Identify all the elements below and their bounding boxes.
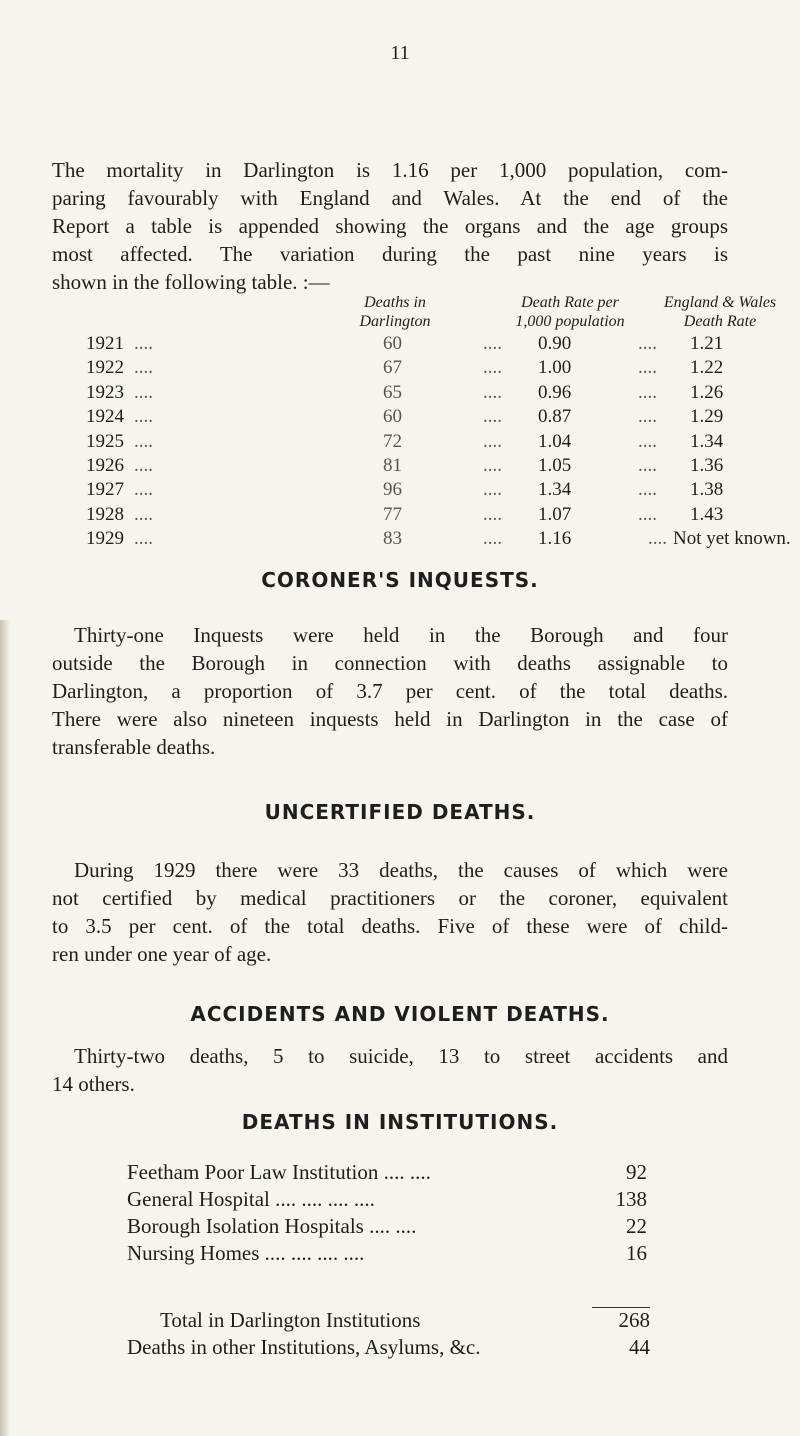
row-dots: .... [638,455,657,476]
row-dots: .... [638,430,657,452]
row-year: 1926 [86,455,124,476]
row-dots: .... [483,381,502,403]
row-year: 1922 [86,357,124,379]
page-number: 11 [390,42,410,64]
row-deaths: 96 [383,479,402,501]
uncertified-line: During 1929 there were 33 deaths, the causes of which were [74,858,728,882]
coroner-line: There were also nineteen inquests held in Darlington in the case of [52,707,728,731]
uncertified-line: to 3.5 per cent. of the total deaths. Five of these were of child- [52,914,728,938]
row-england: 1.26 [690,381,724,403]
row-dots: .... [134,479,153,501]
other-label: Deaths in other Institutions, Asylums, &c. [127,1335,481,1359]
row-england: 1.29 [690,406,724,428]
row-dots: .... [638,357,657,379]
row-dots: .... [483,455,502,476]
mortality-row [0,455,800,479]
mortality-row [0,357,800,381]
col-header-england: England & Wales Death Rate [663,294,777,330]
institution-name: Borough Isolation Hospitals .... .... [127,1214,417,1238]
row-deaths: 65 [383,381,402,403]
total-value: 268 [618,1308,650,1332]
row-rate: 0.96 [538,381,572,403]
row-england: 1.43 [690,503,724,525]
institution-row [127,1160,647,1187]
row-england: Not yet known. [673,528,791,550]
row-dots: .... [483,406,502,428]
row-deaths: 81 [383,455,402,476]
row-dots: .... [483,503,502,525]
coroner-line: Darlington, a proportion of 3.7 per cent. of the total deaths. [52,679,728,703]
row-dots: .... [638,503,657,525]
accidents-paragraph [52,1042,728,1098]
row-dots: .... [483,528,502,550]
mortality-row [0,382,800,406]
heading-coroner: CORONER'S INQUESTS. [261,568,539,592]
row-deaths: 60 [383,406,402,428]
row-dots: .... [483,479,502,501]
uncertified-line: not certified by medical practitioners or the coroner, equivalent [52,886,728,910]
row-dots: .... [134,406,153,428]
row-dots: .... [483,333,502,354]
mortality-row [0,528,800,552]
row-dots: .... [483,430,502,452]
row-deaths: 83 [383,528,402,550]
coroner-paragraph [52,621,728,761]
row-rate: 1.16 [538,528,572,550]
row-england: 1.22 [690,357,724,379]
institution-other-row [127,1335,650,1362]
uncertified-line: ren under one year of age. [52,942,272,966]
row-england: 1.34 [690,430,724,452]
mortality-row [0,431,800,455]
heading-institutions: DEATHS IN INSTITUTIONS. [241,1110,559,1134]
institution-row [127,1187,647,1214]
coroner-line: Thirty-one Inquests were held in the Borough and four [74,623,728,647]
institution-name: Feetham Poor Law Institution .... .... [127,1160,431,1184]
row-year: 1923 [86,381,124,403]
mortality-row [0,479,800,503]
heading-accidents: ACCIDENTS AND VIOLENT DEATHS. [190,1002,610,1026]
institution-name: General Hospital .... .... .... .... [127,1187,375,1211]
intro-line: shown in the following table. :— [52,270,330,294]
row-deaths: 72 [383,430,402,452]
row-england: 1.21 [690,333,724,354]
row-dots: .... [134,333,153,354]
institution-value: 22 [626,1214,647,1238]
row-year: 1925 [86,430,124,452]
institution-row [127,1214,647,1241]
institution-row [127,1241,647,1268]
row-dots: .... [134,528,153,550]
intro-line: The mortality in Darlington is 1.16 per 1,000 population, com- [52,158,728,182]
row-rate: 1.05 [538,455,572,476]
uncertified-paragraph [52,856,728,968]
row-dots: .... [134,455,153,476]
row-year: 1929 [86,528,124,550]
col-header-rate: Death Rate per 1,000 population [515,294,625,330]
row-deaths: 60 [383,333,402,354]
row-year: 1924 [86,406,124,428]
mortality-row [0,406,800,430]
accidents-line: Thirty-two deaths, 5 to suicide, 13 to street accidents and [74,1044,728,1068]
mortality-row [0,504,800,528]
row-year: 1927 [86,479,124,501]
row-england: 1.38 [690,479,724,501]
row-dots: .... [638,479,657,501]
institution-value: 138 [615,1187,647,1211]
row-dots: .... [638,333,657,354]
row-dots: .... [638,406,657,428]
row-dots: .... [134,357,153,379]
row-year: 1928 [86,503,124,525]
row-england: 1.36 [690,455,724,476]
coroner-line: outside the Borough in connection with deaths assignable to [52,651,728,675]
institution-value: 16 [626,1241,647,1265]
row-year: 1921 [86,333,124,354]
intro-line: paring favourably with England and Wales. At the end of the [52,186,728,210]
row-rate: 0.87 [538,406,572,428]
row-rate: 1.07 [538,503,572,525]
binding-edge [0,620,10,1436]
row-dots: .... [134,381,153,403]
row-deaths: 67 [383,357,402,379]
mortality-row [0,333,800,357]
heading-uncertified: UNCERTIFIED DEATHS. [264,800,536,824]
total-label: Total in Darlington Institutions [160,1308,421,1332]
row-dots: .... [483,357,502,379]
row-dots: .... [638,381,657,403]
col-header-deaths: Deaths in Darlington [359,294,431,330]
row-rate: 0.90 [538,333,572,354]
row-dots: .... [648,528,667,550]
institution-value: 92 [626,1160,647,1184]
institution-name: Nursing Homes .... .... .... .... [127,1241,365,1265]
intro-line: Report a table is appended showing the organs and the age groups [52,214,728,238]
row-deaths: 77 [383,503,402,525]
row-rate: 1.34 [538,479,572,501]
coroner-line: transferable deaths. [52,735,216,759]
institution-total-row [160,1308,650,1335]
intro-line: most affected. The variation during the past nine years is [52,242,728,266]
row-dots: .... [134,503,153,525]
row-dots: .... [134,430,153,452]
accidents-line: 14 others. [52,1072,135,1096]
other-value: 44 [629,1335,650,1359]
row-rate: 1.04 [538,430,572,452]
row-rate: 1.00 [538,357,572,379]
intro-paragraph [52,156,728,296]
